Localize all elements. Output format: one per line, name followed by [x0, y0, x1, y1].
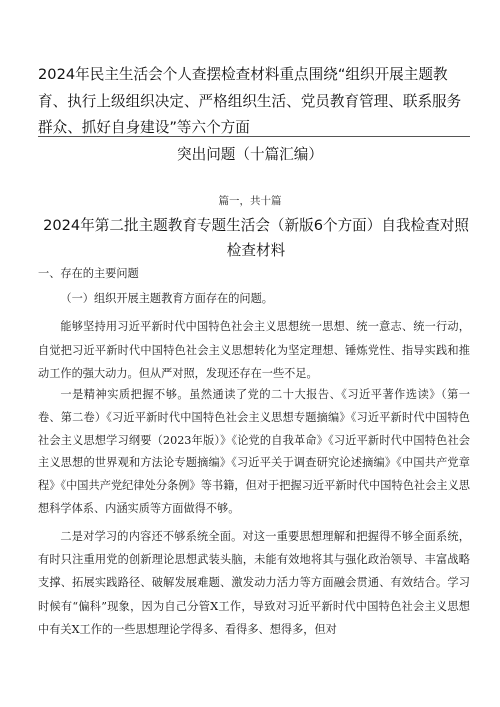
- article-title: 2024年第二批主题教育专题生活会（新版6个方面）自我检查对照检查材料: [43, 217, 469, 259]
- body-paragraph: 一是精神实质把握不够。虽然通读了党的二十大报告、《习近平著作选读》（第一卷、第二卷）《习近平新时代中国特色社会主义思想专题摘编》《习近平新时代中国特色社会主义思想学习纲要（2023年版）》《论党的自我革命》《习近平新时代中国特色社会主义思想的世界观和方法论专题摘编》《习近平关于调查研究论述摘编》《中国共产党章程》《中国共产党纪律处分条例》等书籍，但对于把握习近平新时代中国特色社会主义思想科学体系、内涵实质等方面做得不够。: [38, 388, 470, 515]
- title-divider: [38, 136, 470, 137]
- body-paragraph: 能够坚持用习近平新时代中国特色社会主义思想统一思想、统一意志、统一行动，自觉把习近平新时代中国特色社会主义思想转化为坚定理想、锤炼党性、指导实践和推动工作的强大动力。但从严对照，发现还存在一些不足。: [38, 320, 470, 380]
- document-subtitle: 突出问题（十篇汇编）: [177, 146, 323, 163]
- document-main-title: 2024年民主生活会个人查摆检查材料重点围绕“组织开展主题教育、执行上级组织决定、严格组织生活、党员教育管理、联系服务群众、抓好自身建设”等六个方面: [38, 66, 462, 136]
- article-counter-label: 篇一，共十篇: [218, 195, 282, 207]
- body-paragraph: 二是对学习的内容还不够系统全面。对这一重要思想理解和把握得不够全面系统，有时只注重用党的创新理论思想武装头脑，未能有效地将其与强化政治领导、丰富战略支撑、拓展实践路径、破解发展难题、激发动力活力等方面融会贯通、有效结合。学习时候有“偏科”现象，因为自己分管X工作，导致对习近平新时代中国特色社会主义思想中有关X工作的一些思想理论学得多、看得多、想得多，但对: [38, 530, 470, 636]
- section-heading: 一、存在的主要问题: [38, 267, 139, 280]
- subsection-heading: （一）组织开展主题教育方面存在的问题。: [60, 292, 273, 305]
